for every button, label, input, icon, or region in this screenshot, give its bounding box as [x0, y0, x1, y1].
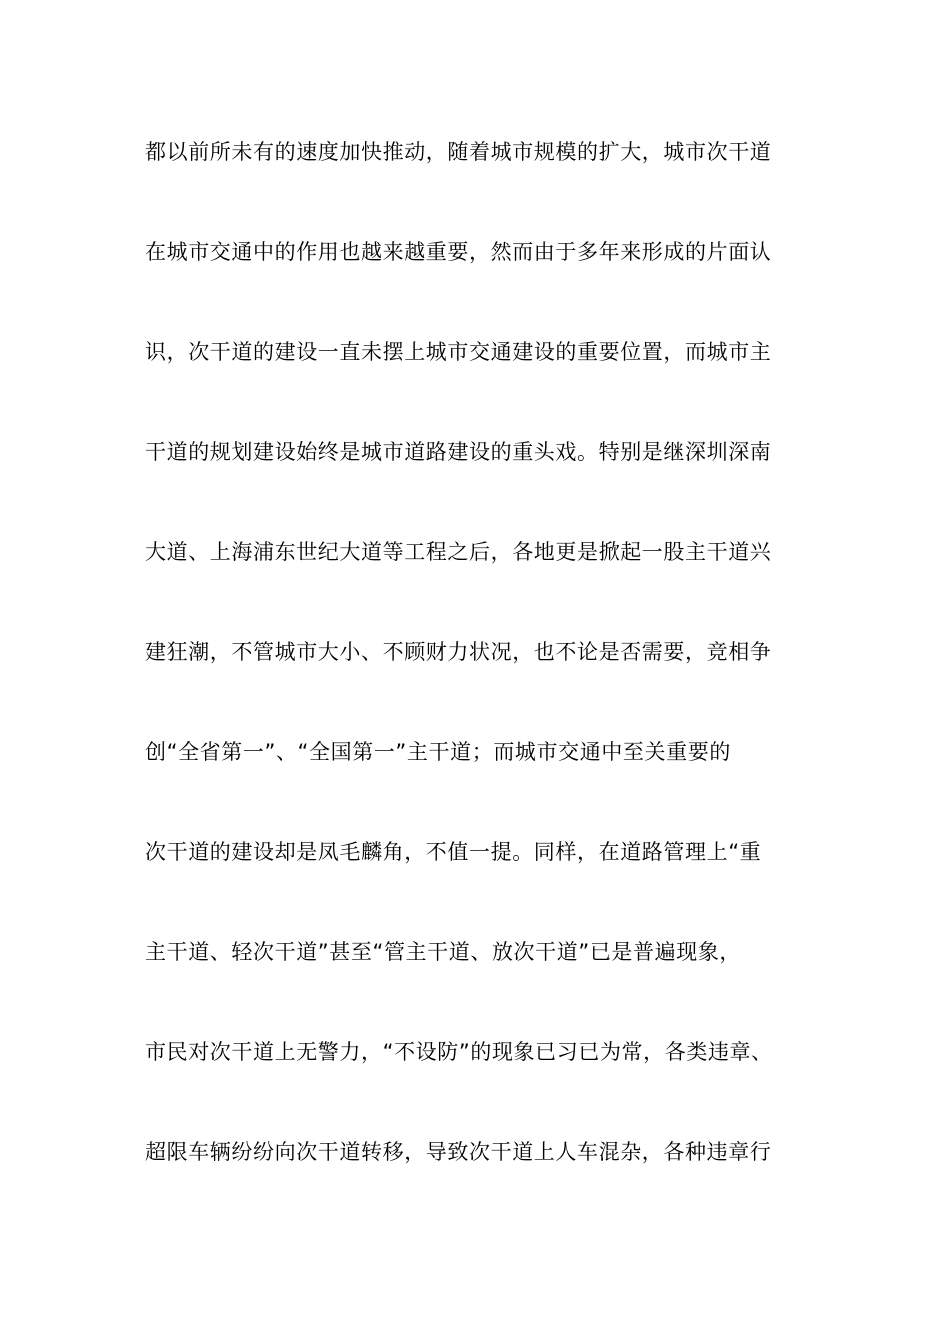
body-text [145, 130, 835, 1230]
text-line-8: 次干道的建设却是凤毛麟角，不值一提。同样，在道路管理上“重 [145, 840, 762, 864]
text-line-5: 大道、上海浦东世纪大道等工程之后，各地更是掀起一股主干道兴 [145, 540, 772, 564]
text-line-4: 干道的规划建设始终是城市道路建设的重头戏。特别是继深圳深南 [145, 440, 772, 464]
text-line-2: 在城市交通中的作用也越来越重要，然而由于多年来形成的片面认 [145, 240, 772, 264]
text-line-11: 超限车辆纷纷向次干道转移，导致次干道上人车混杂，各种违章行 [145, 1140, 772, 1164]
text-line-9: 主干道、轻次干道”甚至“管主干道、放次干道”已是普遍现象， [145, 940, 742, 964]
text-line-6: 建狂潮，不管城市大小、不顾财力状况，也不论是否需要，竞相争 [145, 640, 772, 664]
text-line-3: 识，次干道的建设一直未摆上城市交通建设的重要位置，而城市主 [145, 340, 772, 364]
text-line-7: 创“全省第一”、“全国第一”主干道；而城市交通中至关重要的 [145, 740, 731, 764]
text-line-10: 市民对次干道上无警力，“不设防”的现象已习已为常，各类违章、 [145, 1040, 773, 1064]
text-line-1: 都以前所未有的速度加快推动，随着城市规模的扩大，城市次干道 [145, 140, 772, 164]
